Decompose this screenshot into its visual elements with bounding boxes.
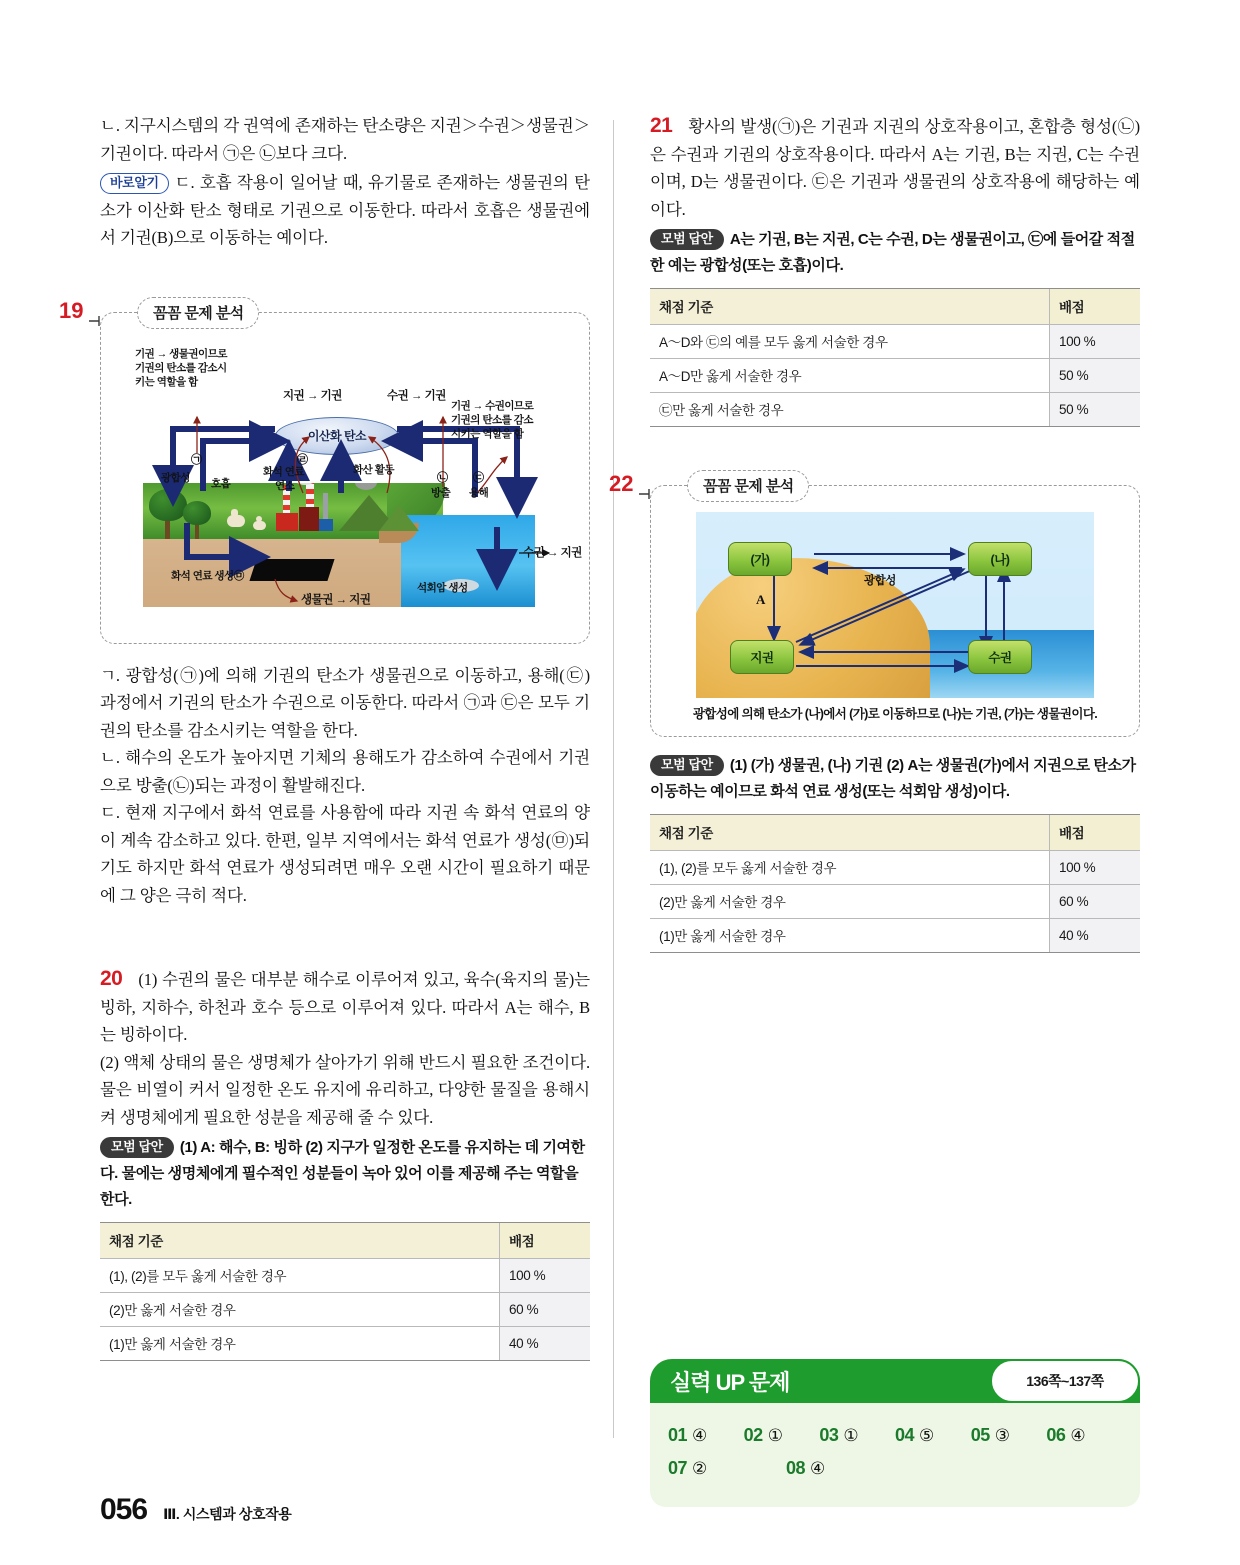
rubric-header-score: 배점 — [1050, 815, 1141, 851]
mark-circle-b: ㉡ — [437, 471, 448, 484]
rubric-header-criteria: 채점 기준 — [650, 289, 1050, 325]
label-water-to-air: 수권 → 기권 — [387, 389, 446, 402]
table-row — [650, 359, 1140, 393]
up-answer-no: 03 — [819, 1425, 839, 1445]
page-number: 056 — [100, 1493, 148, 1526]
up-answer-item — [786, 1452, 904, 1485]
up-answer-no: 04 — [895, 1425, 915, 1445]
rubric-header-criteria: 채점 기준 — [100, 1223, 500, 1259]
rubric-criteria: (1)만 옳게 서술한 경우 — [650, 919, 1050, 953]
rubric-criteria: (2)만 옳게 서술한 경우 — [100, 1293, 500, 1327]
label-fossil-fuel-formation-text: 화석 연료 생성 — [171, 569, 234, 582]
rubric-score: 50 % — [1050, 359, 1141, 393]
q19-paragraph-d: ㄷ. 현재 지구에서 화석 연료를 사용함에 따라 지권 속 화석 연료의 양이 계속 감소하고 있다. 한편, 일부 지역에서는 화석 연료가 생성(㉤)되기도 하지만 화석 연료가 생성되려면 매우 오랜 시간이 필요하기 때문에 그 양은 극히 적다. — [100, 803, 590, 905]
up-answer-choice: ④ — [810, 1459, 825, 1478]
label-fossil-fuel: 화석 연료 — [263, 465, 304, 478]
label-volcano: 화산 활동 — [353, 463, 394, 476]
up-box-header — [650, 1359, 1140, 1403]
table-header-row — [650, 289, 1140, 325]
analysis-header-22 — [687, 470, 809, 502]
question-number-19: 19 — [59, 297, 84, 323]
up-answer-item — [744, 1419, 820, 1452]
model-answer-badge: 모범 답안 — [650, 229, 724, 250]
up-answer-no: 08 — [786, 1458, 806, 1478]
q20-paragraph-2: (2) 액체 상태의 물은 생명체가 살아가기 위해 반드시 필요한 조건이다. 물은 비열이 커서 일정한 온도 유지에 유리하고, 다양한 물질을 용해시켜 생명체에게 필요한 성분을 제공해 줄 수 있다. — [100, 1052, 590, 1127]
table-row — [650, 885, 1140, 919]
carbon-cycle-diagram — [125, 341, 582, 631]
content-columns — [59, 112, 1140, 1478]
rubric-header-score: 배점 — [500, 1223, 591, 1259]
rubric-criteria: (1)만 옳게 서술한 경우 — [100, 1327, 500, 1361]
rubric-criteria: (2)만 옳게 서술한 경우 — [650, 885, 1050, 919]
q20-paragraph-1 — [100, 965, 590, 1049]
question-number-21: 21 — [650, 114, 673, 137]
label-water-to-ground: 수권 → 지권 — [523, 546, 582, 559]
rubric-score: 100 % — [1050, 325, 1141, 359]
paragraph-d-top-text: ㄷ. 호흡 작용이 일어날 때, 유기물로 존재하는 생물권의 탄소가 이산화 탄소 형태로 기권으로 이동한다. 따라서 호흡은 생물권에서 기권(B)으로 이동하는 예이다. — [100, 173, 590, 247]
rubric-criteria: A～D만 옳게 서술한 경우 — [650, 359, 1050, 393]
q22-model-answer-text: (1) (가) 생물권, (나) 기권 (2) A는 생물권(가)에서 지권으로 탄소가 이동하는 예이므로 화석 연료 생성(또는 석회암 생성)이다. — [650, 757, 1136, 800]
q20-rubric-table — [100, 1222, 590, 1361]
mark-circle-c: ㉢ — [473, 471, 484, 484]
question-number-22: 22 — [609, 471, 634, 496]
rubric-criteria: (1), (2)를 모두 옳게 서술한 경우 — [100, 1259, 500, 1293]
up-answer-item — [668, 1452, 786, 1485]
mark-circle-e: ㉤ — [233, 569, 244, 582]
sphere-interaction-diagram — [696, 512, 1094, 698]
label-a-22: A — [756, 592, 765, 607]
diagram-caption-22: 광합성에 의해 탄소가 (나)에서 (가)로 이동하므로 (나)는 기권, (가)는 생물권이다. — [692, 707, 1098, 721]
table-row — [100, 1327, 590, 1361]
page-footer — [100, 1493, 291, 1527]
analysis-label-22: 꼼꼼 문제 분석 — [687, 470, 809, 502]
model-answer-badge: 모범 답안 — [100, 1137, 174, 1158]
up-answer-item — [895, 1419, 971, 1452]
table-row — [650, 851, 1140, 885]
right-column — [609, 112, 1140, 1478]
model-answer-badge: 모범 답안 — [650, 755, 724, 776]
up-answer-no: 01 — [668, 1425, 688, 1445]
analysis-box-22 — [609, 471, 1140, 737]
up-box-pages: 136쪽~137쪽 — [990, 1359, 1140, 1403]
q21-paragraph-text: 황사의 발생(㉠)은 기권과 지권의 상호작용이고, 혼합층 형성(㉡)은 수권과 기권의 상호작용이다. 따라서 A는 기권, B는 지권, C는 수권이며, D는 생물권이다. ㉢은 기권과 생물권의 상호작용에 해당하는 예이다. — [650, 117, 1140, 219]
mark-circle-a: ㉠ — [191, 453, 202, 466]
table-row — [100, 1293, 590, 1327]
analysis-connector-icon-19 — [89, 315, 105, 327]
analysis-connector-icon-22 — [639, 488, 655, 500]
label-release: 방출 — [431, 486, 451, 499]
q20-model-answer-text: (1) A: 해수, B: 빙하 (2) 지구가 일정한 온도를 유지하는 데 기여한다. 물에는 생명체에게 필수적인 성분들이 녹아 있어 이를 제공해 주는 역할을 한다. — [100, 1139, 585, 1208]
up-answer-row — [668, 1419, 1122, 1452]
label-limestone: 석회암 생성 — [417, 581, 468, 594]
question-number-20: 20 — [100, 967, 123, 990]
q22-model-answer — [650, 753, 1140, 805]
table-row — [650, 325, 1140, 359]
up-box-title: 실력 UP 문제 — [670, 1369, 790, 1395]
label-combustion: 연소 — [275, 479, 295, 492]
q21-model-answer-text: A는 기권, B는 지권, C는 수권, D는 생물권이고, ㉢에 들어갈 적절한 예는 광합성(또는 호흡)이다. — [650, 231, 1135, 274]
up-answer-no: 07 — [668, 1458, 688, 1478]
up-answer-choice: ④ — [692, 1426, 707, 1445]
rubric-header-criteria: 채점 기준 — [650, 815, 1050, 851]
up-box-body — [650, 1403, 1140, 1507]
q21-paragraph — [650, 112, 1140, 223]
paragraph-n-top: ㄴ. 지구시스템의 각 권역에 존재하는 탄소량은 지권＞수권＞생물권＞기권이다. 따라서 ㉠은 ㉡보다 크다. — [100, 116, 590, 163]
up-answer-choice: ② — [692, 1459, 707, 1478]
q20-model-answer — [100, 1135, 590, 1213]
node-ga: (가) — [728, 542, 792, 576]
rubric-score: 50 % — [1050, 393, 1141, 427]
rubric-score: 60 % — [500, 1293, 591, 1327]
node-hydrosphere: 수권 — [968, 640, 1032, 674]
table-row — [650, 919, 1140, 953]
up-answer-choice: ① — [843, 1426, 859, 1445]
up-answer-choice: ⑤ — [919, 1426, 934, 1445]
note-right: 기권 → 수권이므로 기권의 탄소를 감소 시키는 역할을 함 — [451, 399, 534, 440]
up-problems-box — [650, 1359, 1140, 1507]
label-ground-to-air: 지권 → 기권 — [283, 389, 342, 402]
left-column — [59, 112, 590, 1442]
table-row — [100, 1259, 590, 1293]
barroalgi-badge: 바로알기 — [100, 173, 169, 194]
rubric-score: 40 % — [500, 1327, 591, 1361]
table-header-row — [650, 815, 1140, 851]
note-left: 기권 → 생물권이므로 기권의 탄소를 감소시 키는 역할을 함 — [135, 347, 227, 388]
up-answer-no: 05 — [970, 1425, 990, 1445]
table-row — [650, 393, 1140, 427]
node-na: (나) — [968, 542, 1032, 576]
co2-node: 이산화 탄소 — [275, 417, 399, 455]
analysis-label-19: 꼼꼼 문제 분석 — [137, 297, 259, 329]
up-answer-item — [819, 1419, 895, 1452]
q19-paragraph-n: ㄴ. 해수의 온도가 높아지면 기체의 용해도가 감소하여 수권에서 기권으로 방출(㉡)되는 과정이 활발해진다. — [100, 748, 590, 795]
rubric-criteria: ㉢만 옳게 서술한 경우 — [650, 393, 1050, 427]
up-answer-no: 02 — [743, 1425, 763, 1445]
up-answer-item — [668, 1419, 744, 1452]
q19-paragraph-g: ㄱ. 광합성(㉠)에 의해 기권의 탄소가 생물권으로 이동하고, 용해(㉢) 과정에서 기권의 탄소가 수권으로 이동한다. 따라서 ㉠과 ㉢은 모두 기권의 탄소를 감소시키는 역할을 한다. — [100, 665, 590, 740]
up-answer-no: 06 — [1046, 1425, 1066, 1445]
rubric-criteria: (1), (2)를 모두 옳게 서술한 경우 — [650, 851, 1050, 885]
up-answer-choice: ① — [767, 1426, 783, 1445]
q21-model-answer — [650, 227, 1140, 279]
label-respiration: 호흡 — [211, 477, 231, 490]
node-geosphere: 지권 — [730, 640, 794, 674]
rubric-criteria: A～D와 ㉢의 예를 모두 옳게 서술한 경우 — [650, 325, 1050, 359]
rubric-header-score: 배점 — [1050, 289, 1141, 325]
paragraph-d-top — [100, 169, 590, 252]
rubric-score: 60 % — [1050, 885, 1141, 919]
q20-paragraph-1-text: (1) 수권의 물은 대부분 해수로 이루어져 있고, 육수(육지의 물)는 빙하, 지하수, 하천과 호수 등으로 이루어져 있다. 따라서 A는 해수, B는 빙하이다. — [100, 970, 590, 1044]
up-answer-row — [668, 1452, 1122, 1485]
up-answer-item — [1046, 1419, 1122, 1452]
label-fossil-fuel-formation — [171, 569, 244, 583]
mark-circle-d: ㉣ — [297, 453, 308, 466]
label-bio-to-ground: 생물권 → 지권 — [301, 593, 371, 606]
table-header-row — [100, 1223, 590, 1259]
rubric-score: 100 % — [1050, 851, 1141, 885]
up-answer-item — [971, 1419, 1047, 1452]
label-photosynthesis-22: 광합성 — [864, 575, 896, 587]
q22-rubric-table — [650, 814, 1140, 953]
rubric-score: 40 % — [1050, 919, 1141, 953]
rubric-score: 100 % — [500, 1259, 591, 1293]
q21-rubric-table — [650, 288, 1140, 427]
footer-chapter-title: Ⅲ. 시스템과 상호작용 — [163, 1506, 292, 1522]
label-dissolve: 용해 — [469, 486, 489, 499]
analysis-header-19 — [137, 297, 259, 329]
up-answer-choice: ③ — [994, 1426, 1010, 1445]
up-answer-choice: ④ — [1070, 1426, 1086, 1445]
label-photosynthesis: 광합성 — [161, 471, 190, 484]
analysis-box-19 — [59, 297, 590, 644]
